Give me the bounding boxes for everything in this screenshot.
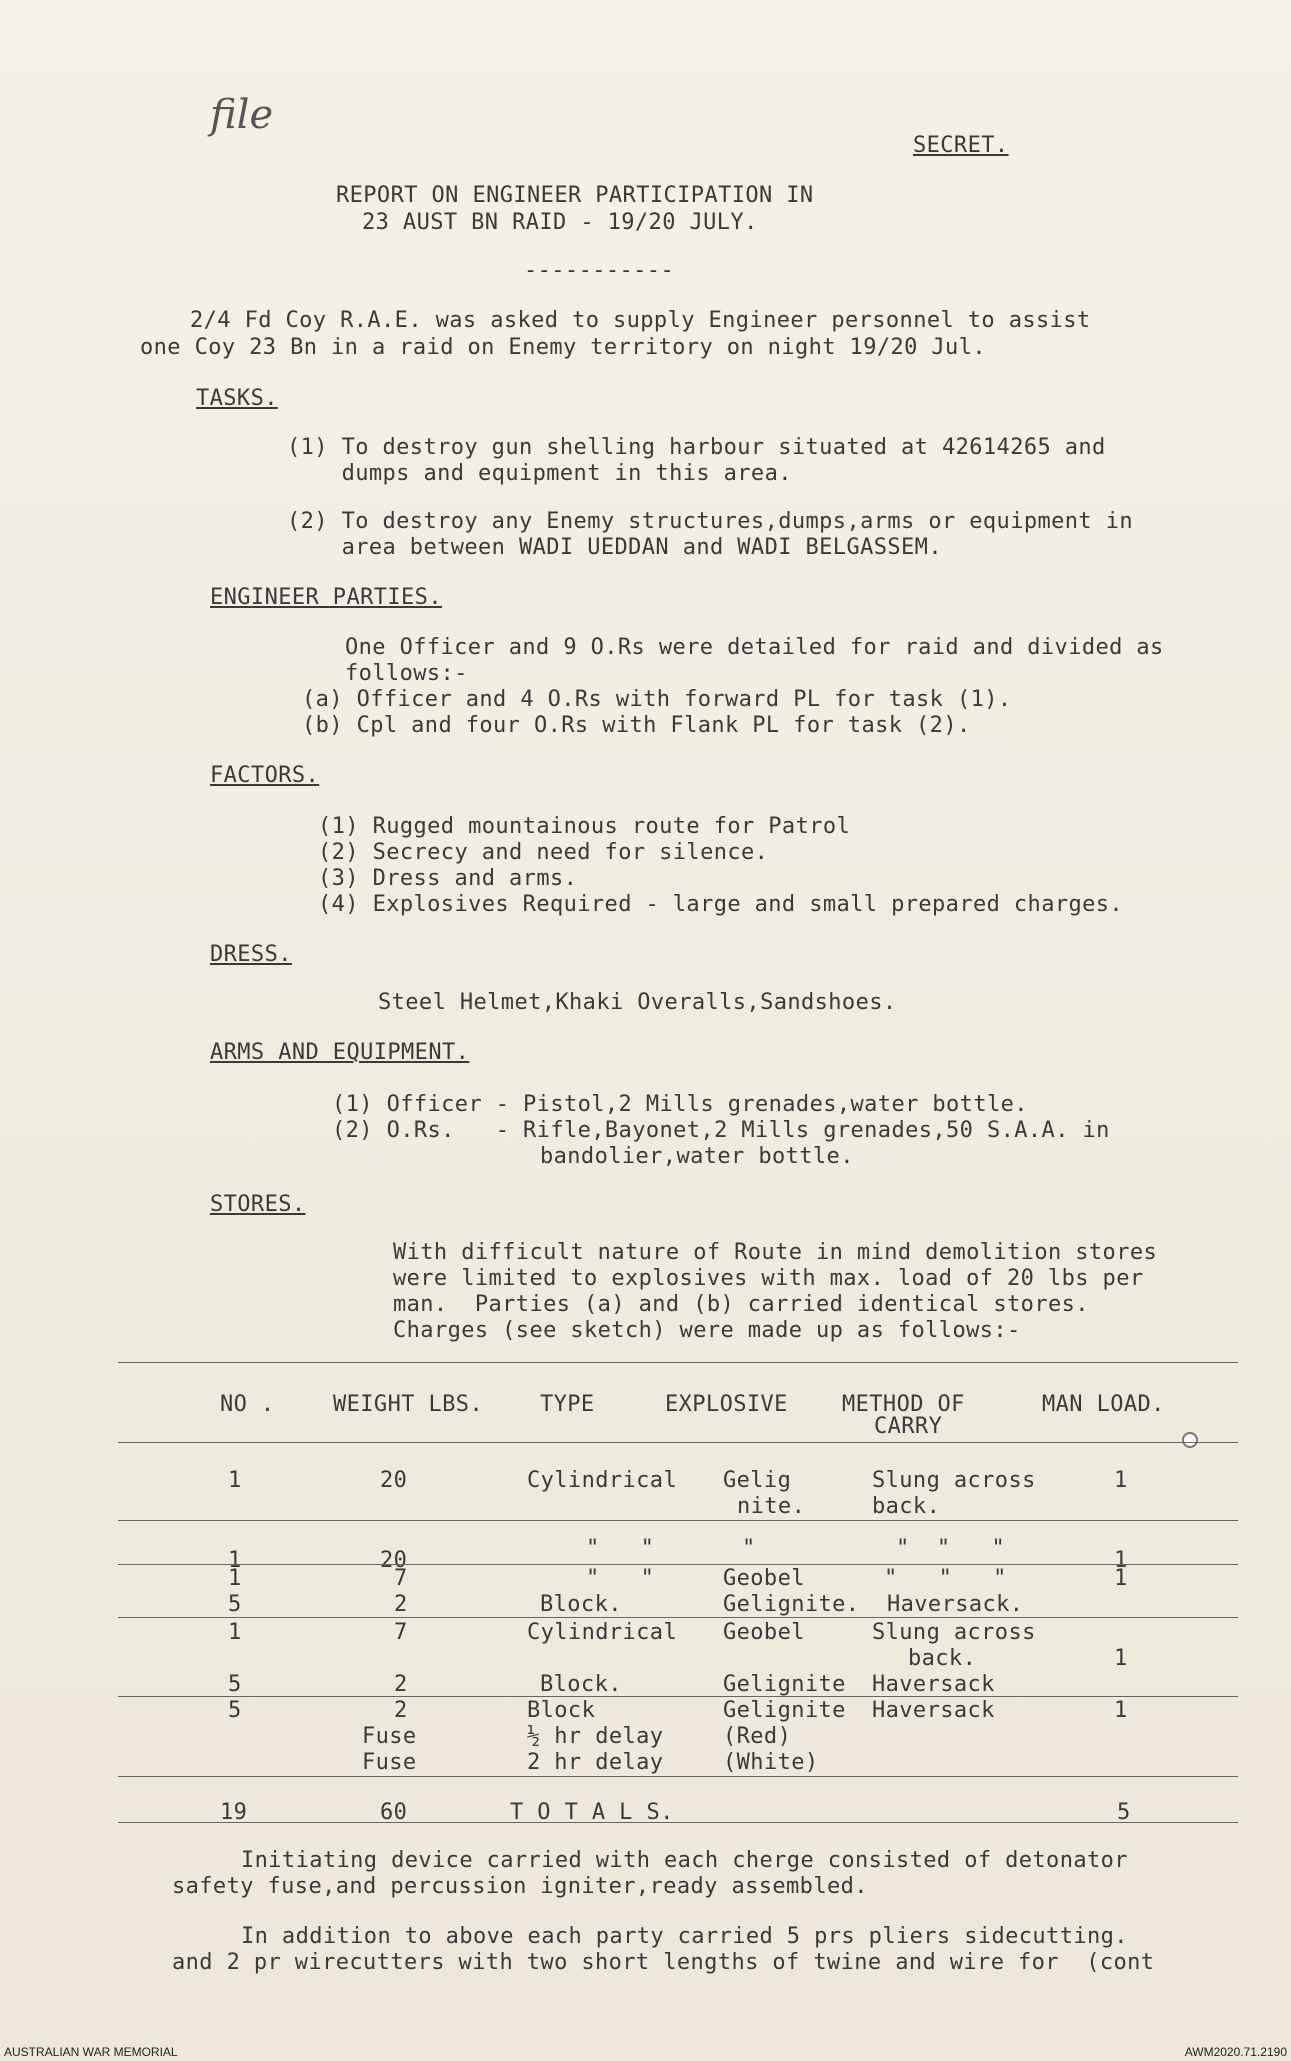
header-type: TYPE <box>540 1392 595 1417</box>
row5-weight: 7 <box>394 1620 408 1645</box>
row6-method: Haversack <box>872 1672 995 1697</box>
title-line-2: 23 AUST BN RAID - 19/20 JULY. <box>362 210 758 235</box>
row1-method-2: back. <box>872 1494 941 1519</box>
row7-type: Block <box>527 1698 596 1723</box>
row2-weight: 20 <box>380 1548 408 1573</box>
table-rule-3 <box>118 1617 1238 1618</box>
row2-method: " " " <box>896 1536 1006 1561</box>
row5-type: Cylindrical <box>527 1620 678 1645</box>
row5-load: 1 <box>1114 1646 1128 1671</box>
row7-method: Haversack <box>872 1698 995 1723</box>
footer-source: AUSTRALIAN WAR MEMORIAL <box>4 2045 178 2059</box>
totals-no: 19 <box>220 1800 248 1825</box>
factor-3: (3) Dress and arms. <box>318 866 578 891</box>
row1-explosive-1: Gelig <box>723 1468 792 1493</box>
parties-item-b: (b) Cpl and four O.Rs with Flank PL for task (2). <box>302 713 971 738</box>
row1-load: 1 <box>1114 1468 1128 1493</box>
title-separator: ----------- <box>524 258 675 283</box>
handwritten-note: file <box>210 92 274 138</box>
row4-no: 5 <box>228 1592 242 1617</box>
factors-heading: FACTORS. <box>210 763 320 788</box>
header-method-1: METHOD OF <box>842 1392 965 1417</box>
parties-item-a: (a) Officer and 4 O.Rs with forward PL for task (1). <box>302 687 1012 712</box>
row6-type: Block. <box>540 1672 622 1697</box>
row3-type: " " <box>586 1566 655 1591</box>
row2-type: " " <box>586 1536 655 1561</box>
row3-load: 1 <box>1114 1566 1128 1591</box>
row4-type: Block. <box>540 1592 622 1617</box>
dress-heading: DRESS. <box>210 942 292 967</box>
row9-explosive: (White) <box>723 1750 819 1775</box>
stores-line-4: Charges (see sketch) were made up as follows:- <box>393 1318 1021 1343</box>
row5-method-2: back. <box>908 1646 977 1671</box>
stores-line-2: were limited to explosives with max. load of 20 lbs per <box>393 1266 1144 1291</box>
table-rule-4 <box>118 1696 1238 1697</box>
factor-1: (1) Rugged mountainous route for Patrol <box>318 814 851 839</box>
table-rule-5 <box>118 1776 1238 1777</box>
row8-type: ½ hr delay <box>527 1724 664 1749</box>
arms-item-2: (2) O.Rs. - Rifle,Bayonet,2 Mills grenades,50 S.A.A. in <box>332 1118 1110 1143</box>
intro-line-2: one Coy 23 Bn in a raid on Enemy territory on night 19/20 Jul. <box>140 335 986 360</box>
row4-method: Haversack. <box>887 1592 1024 1617</box>
factor-2: (2) Secrecy and need for silence. <box>318 840 769 865</box>
row8-explosive: (Red) <box>723 1724 792 1749</box>
header-man-load: MAN LOAD. <box>1042 1392 1165 1417</box>
task-1-line-1: (1) To destroy gun shelling harbour situated at 42614265 and <box>287 435 1106 460</box>
footer-accession: AWM2020.71.2190 <box>1184 2045 1287 2059</box>
stores-line-3: man. Parties (a) and (b) carried identical stores. <box>393 1292 1089 1317</box>
row1-explosive-2: nite. <box>737 1494 806 1519</box>
closing-p1-line-2: safety fuse,and percussion igniter,ready assembled. <box>172 1874 868 1899</box>
task-2-line-2: area between WADI UEDDAN and WADI BELGASSEM. <box>287 535 942 560</box>
classification: SECRET. <box>913 133 1009 158</box>
header-no: NO . <box>220 1392 275 1417</box>
table-rule-1 <box>118 1520 1238 1521</box>
row7-load: 1 <box>1114 1698 1128 1723</box>
row7-explosive: Gelignite <box>723 1698 846 1723</box>
row8-weight: Fuse <box>362 1724 417 1749</box>
row9-weight: Fuse <box>362 1750 417 1775</box>
intro-line-1: 2/4 Fd Coy R.A.E. was asked to supply Engineer personnel to assist <box>190 308 1091 333</box>
table-rule-2 <box>118 1564 1238 1565</box>
row3-explosive: Geobel <box>723 1566 805 1591</box>
row3-no: 1 <box>228 1566 242 1591</box>
row6-explosive: Gelignite <box>723 1672 846 1697</box>
engineer-parties-heading: ENGINEER PARTIES. <box>210 585 442 610</box>
factor-4: (4) Explosives Required - large and small prepared charges. <box>318 892 1124 917</box>
row3-weight: 7 <box>394 1566 408 1591</box>
row6-weight: 2 <box>394 1672 408 1697</box>
row4-explosive: Gelignite. <box>723 1592 860 1617</box>
stores-heading: STORES. <box>210 1192 306 1217</box>
table-rule-bottom <box>118 1822 1238 1823</box>
task-1-line-2: dumps and equipment in this area. <box>287 461 792 486</box>
row7-weight: 2 <box>394 1698 408 1723</box>
parties-line-2: follows:- <box>345 661 468 686</box>
tasks-heading: TASKS. <box>196 386 278 411</box>
totals-weight: 60 <box>380 1800 408 1825</box>
arms-item-2-cont: bandolier,water bottle. <box>540 1144 854 1169</box>
stores-line-1: With difficult nature of Route in mind demolition stores <box>393 1240 1158 1265</box>
row3-method: " " " <box>884 1566 1007 1591</box>
row7-no: 5 <box>228 1698 242 1723</box>
totals-label: T O T A L S. <box>510 1800 674 1825</box>
table-rule-top <box>118 1362 1238 1363</box>
row9-type: 2 hr delay <box>527 1750 664 1775</box>
row1-no: 1 <box>228 1468 242 1493</box>
closing-p1-line-1: Initiating device carried with each cherge consisted of detonator <box>241 1848 1128 1873</box>
dress-text: Steel Helmet,Khaki Overalls,Sandshoes. <box>378 990 897 1015</box>
row1-weight: 20 <box>380 1468 408 1493</box>
punch-hole <box>1182 1432 1198 1448</box>
row1-method-1: Slung across <box>872 1468 1036 1493</box>
row6-no: 5 <box>228 1672 242 1697</box>
row2-no: 1 <box>228 1548 242 1573</box>
header-weight: WEIGHT LBS. <box>333 1392 484 1417</box>
title-line-1: REPORT ON ENGINEER PARTICIPATION IN <box>336 183 814 208</box>
header-explosive: EXPLOSIVE <box>665 1392 788 1417</box>
closing-p2-line-1: In addition to above each party carried 5 prs pliers sidecutting. <box>241 1924 1128 1949</box>
row1-type: Cylindrical <box>527 1468 678 1493</box>
row5-method-1: Slung across <box>872 1620 1036 1645</box>
totals-load: 5 <box>1117 1800 1131 1825</box>
table-rule-header <box>118 1442 1238 1443</box>
row5-no: 1 <box>228 1620 242 1645</box>
parties-line-1: One Officer and 9 O.Rs were detailed for raid and divided as <box>345 635 1164 660</box>
row2-explosive: " <box>742 1536 756 1561</box>
row4-weight: 2 <box>394 1592 408 1617</box>
arms-heading: ARMS AND EQUIPMENT. <box>210 1040 470 1065</box>
arms-item-1: (1) Officer - Pistol,2 Mills grenades,water bottle. <box>332 1092 1028 1117</box>
row2-load: 1 <box>1114 1548 1128 1573</box>
header-method-2: CARRY <box>874 1414 943 1439</box>
task-2-line-1: (2) To destroy any Enemy structures,dumps,arms or equipment in <box>287 509 1133 534</box>
closing-p2-line-2: and 2 pr wirecutters with two short lengths of twine and wire for (cont <box>172 1950 1155 1975</box>
row5-explosive: Geobel <box>723 1620 805 1645</box>
